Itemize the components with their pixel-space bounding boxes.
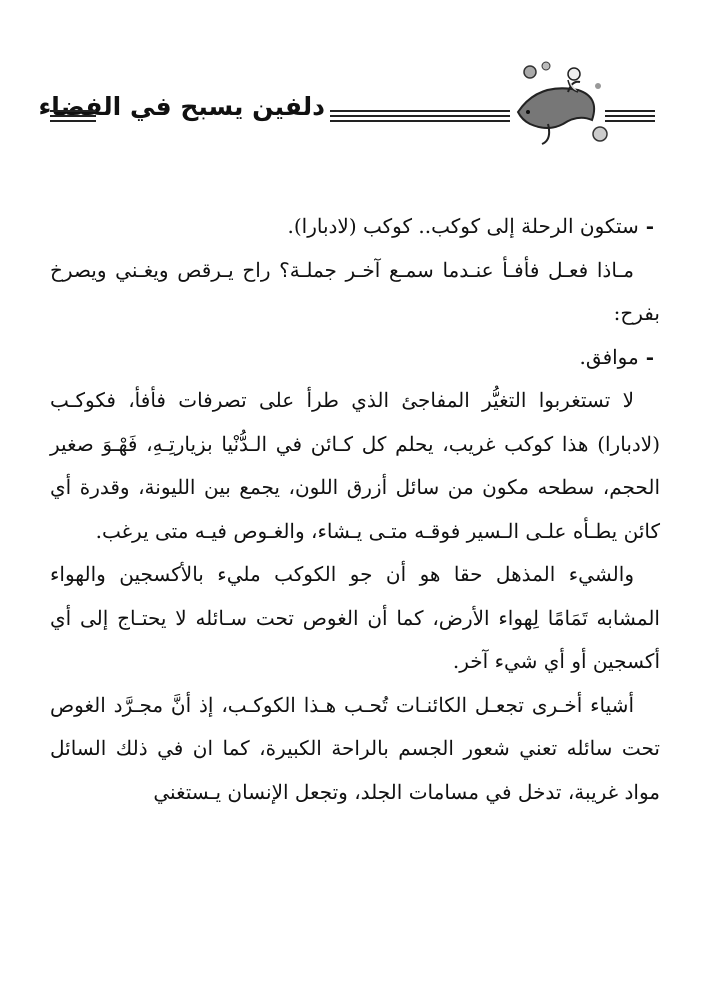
dialogue-line: - ستكون الرحلة إلى كوكب.. كوكب (لادبارا). (50, 205, 660, 249)
body-text (50, 205, 660, 814)
decorative-rule (605, 110, 655, 122)
paragraph: مـاذا فعـل فأفـأ عنـدما سمـع آخـر جملـة؟ راح يـرقص ويغـني ويصرخ بفرح: (50, 257, 660, 325)
dialogue-line: - موافق. (50, 336, 660, 380)
decorative-rule (50, 110, 96, 122)
page-header (0, 52, 720, 162)
paragraph: أشياء أخـرى تجعـل الكائنـات تُحـب هـذا الكوكـب، إذ أنَّ مجـرَّد الغوص تحت سائله تعني شعور الجسم بالراحة الكبيرة، كما ان في ذلك السائل مواد غريبة، تدخل في مسامات الجلد، وتجعل الإنسان يـستغني (50, 692, 660, 804)
paragraph: لا تستغربوا التغيُّر المفاجئ الذي طرأ على تصرفات فأفأ، فكوكـب (لادبارا) هذا كوكب غريب، يحلم كل كـائن في الـدُّنْيا بزيارتِـهِ، فَهْـوَ صغير الحجم، سطحه مكون من سائل أزرق اللون، يجمع بين الليونة، وقدرة أي كائن يطـأه علـى الـسير فوقـه متـى يـشاء، والغـوص فيـه متى يرغب. (50, 388, 660, 543)
decorative-rule (330, 110, 510, 122)
paragraph: والشيء المذهل حقا هو أن جو الكوكب مليء بالأكسجين والهواء المشابه تَمَامًا لِهواء الأرض، كما أن الغوص تحت سـائله لا يحتـاج إلى أي أكسجين أو أي شيء آخر. (50, 562, 660, 673)
page-title: دلفين يسبح في الفضاء (38, 92, 325, 121)
dolphin-girl-icon (508, 52, 608, 152)
